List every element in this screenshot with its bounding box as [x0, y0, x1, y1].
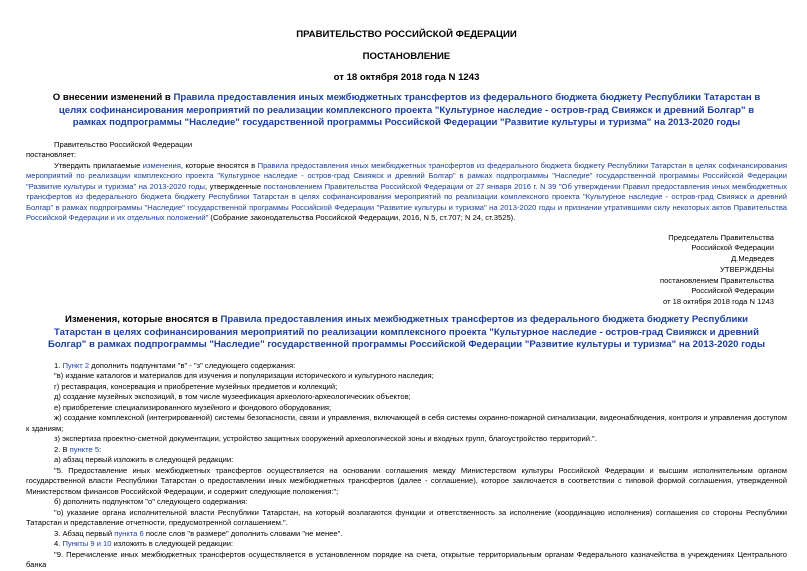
item-4-rest: изложить в следующей редакции: [111, 539, 234, 549]
item-3-text: 3. Абзац первый [54, 528, 115, 538]
item-2-num: 2. В [54, 444, 70, 454]
changes-title-prefix: Изменения, которые вносятся в [64, 314, 221, 326]
government-heading: ПРАВИТЕЛЬСТВО РОССИЙСКОЙ ФЕДЕРАЦИИ [296, 29, 517, 40]
decrees-line: постановляет: [26, 150, 77, 159]
subitem-e: е) приобретение специализированного музейного и фондового оборудования; [54, 402, 332, 412]
intro-text-a: Утвердить прилагаемые [54, 160, 143, 170]
item-4-num: 4. [54, 539, 63, 549]
item-1-rest: дополнить подпунктами "в" - "з" следующего содержания: [89, 360, 296, 370]
document-title [26, 84, 787, 130]
subitem-v: "в) издание каталогов и материалов для изучения и популяризации исторического и культурного наследия; [54, 371, 434, 381]
item-1-link[interactable]: Пункт 2 [62, 360, 90, 370]
item-4 [26, 539, 787, 550]
gov-line: Правительство Российской Федерации [54, 139, 193, 149]
document-type: ПОСТАНОВЛЕНИЕ [362, 51, 451, 62]
decree-link[interactable]: постановлением Правительства Российской Федерации от 27 января 2016 г. N 39 "Об утверждении Правил предоставления иных межбюджетных трансфертов из федерального бюджета бюджету Республики Татарстан в целях софинансирования мероприятий по реализации комплексного проекта "Культурное наследие - остров-град Свияжск и древний Болгар" в рамках подпрограммы "Наследие" государственной программы Российской Федерации "Развитие культуры и туризма" на 2013-2020 годы и признании утратившими силу некоторых актов Правительства Российской Федерации и их отдельных положений" [26, 181, 787, 222]
item-2-a: а) абзац первый изложить в следующей редакции: [54, 455, 234, 465]
rules-link[interactable]: Правила предоставления иных межбюджетных трансфертов из федерального бюджета бюджету Республики Татарстан в целях софинансирования мероприятий по реализации комплексного проекта "Культурное наследие - остров-град Свияжск и древний Болгар" в рамках подпрограммы "Наследие" государственной программы Российской Федерации "Развитие культуры и туризма" на 2013-2020 годы [26, 160, 787, 191]
approval-by-decree: постановлением Правительства [659, 275, 774, 285]
approval-label: УТВЕРЖДЕНЫ [720, 264, 774, 274]
subitem-g: г) реставрация, консервация и приобретение музейных предметов и коллекций; [54, 381, 338, 391]
item-1 [26, 361, 787, 372]
item-2-quote: "5. Предоставление иных межбюджетных трансфертов осуществляется на основании соглашения между Министерством культуры Российской Федерации и высшим исполнительным органом государственной власти Республики Татарстан о предоставлении иных межбюджетных трансфертов (далее - соглашение), которое заключается в соответствии с типовой формой соглашения, утвержденной Министерством финансов Российской Федерации, и содержит следующие положения:"; [26, 465, 787, 496]
item-2-b: б) дополнить подпунктом "о" следующего содержания: [54, 497, 248, 507]
item-2-o: "о) указание органа исполнительной власти Республики Татарстан, на который возлагаются функции и ответственность за исполнение (координацию исполнения) соглашения со стороны Республики Татарстан и представление отчетности, предусмотренной соглашением.". [26, 507, 787, 528]
item-3-link[interactable]: пункта 6 [114, 528, 144, 538]
intro-text-c: , утвержденные [204, 181, 264, 191]
document-date: от 18 октября 2018 года N 1243 [333, 72, 480, 83]
item-4-link[interactable]: Пункты 9 и 10 [62, 539, 112, 549]
intro-text-d: (Собрание законодательства Российской Федерации, 2016, N 5, ст.707; N 24, ст.3525). [208, 213, 516, 222]
changes-body [26, 352, 787, 571]
intro-paragraph [26, 161, 787, 224]
title-rules-link[interactable]: Правила предоставления иных межбюджетных трансфертов из федерального бюджета бюджету Республики Татарстан в целях софинансирования мероприятий по реализации комплексного проекта "Культурное наследие - остров-град Свияжск и древний Болгар" в рамках подпрограммы "Наследие" государственной программы Российской Федерации "Развитие культуры и туризма" на 2013-2020 годы [58, 92, 761, 128]
subitem-zh: ж) создание комплексной (интегрированной) системы безопасности, связи и управления, включающей в себя системы охранно-пожарной сигнализации, видеонаблюдения, контроля и управления доступом к зданиям; [26, 413, 787, 433]
approval-federation: Российской Федерации [691, 286, 774, 296]
item-1-num: 1. [54, 360, 63, 370]
subitem-d: д) создание музейных экспозиций, в том числе музеефикация археолого-археологических объектов; [54, 392, 411, 402]
changes-title [26, 308, 787, 352]
item-3-rest: после слов "в размере" дополнить словами "не менее". [143, 528, 343, 538]
item-2-rest: : [99, 444, 102, 454]
item-4-quote: "9. Перечисление иных межбюджетных трансфертов осуществляется в установленном порядке на счета, открытые территориальным органам Федерального казначейства в учреждениях Центрального банка [26, 549, 787, 570]
title-prefix: О внесении изменений в [52, 92, 174, 103]
intro-text-b: , которые вносятся в [180, 160, 258, 170]
item-3 [26, 529, 787, 540]
signature-role-1: Председатель Правительства [668, 232, 774, 242]
signature-name: Д.Медведев [731, 254, 774, 264]
subitem-z: з) экспертиза проектно-сметной документации, устройство защитных сооружений археологической зоны и входных групп, благоустройство территорий.". [54, 434, 597, 444]
changes-link[interactable]: изменения [142, 160, 181, 170]
item-2 [26, 445, 787, 456]
item-2-link[interactable]: пункте 5 [69, 444, 100, 454]
signature-role-2: Российской Федерации [691, 243, 774, 253]
approval-date: от 18 октября 2018 года N 1243 [662, 297, 774, 307]
changes-title-rules-link[interactable]: Правила предоставления иных межбюджетных трансфертов из федерального бюджета бюджету Республики Татарстан в целях софинансирования мероприятий по реализации комплексного проекта "Культурное наследие - остров-град Свияжск и древний Болгар" в рамках подпрограммы "Наследие" государственной программы Российской Федерации "Развитие культуры и туризма" на 2013-2020 годы [47, 314, 766, 351]
